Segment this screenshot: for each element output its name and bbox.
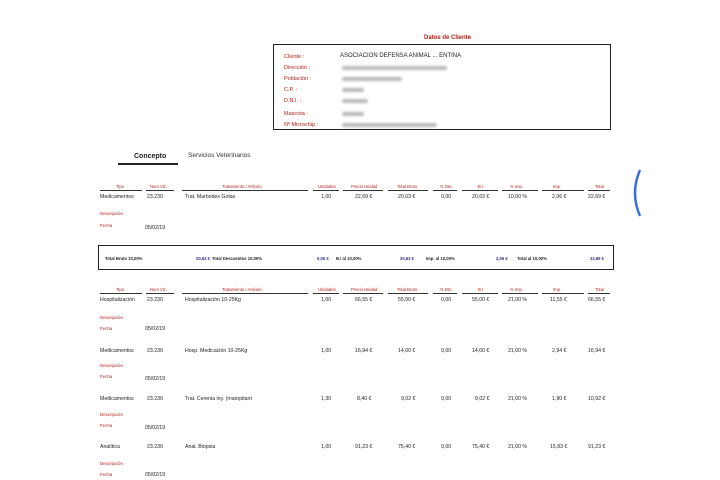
cell-total: 66,55 € [588, 297, 606, 303]
city-label: Población : [284, 76, 312, 82]
cell-bi: 9,02 € [475, 396, 490, 402]
tab-concepto[interactable]: Concepto [134, 153, 167, 160]
header-unidades: Unidades [318, 184, 336, 189]
description-label: Descripción [100, 412, 123, 417]
header-precio: Precio Unidad [351, 184, 378, 189]
redacted-postcode [342, 88, 364, 92]
cell-num: 23.230 [147, 444, 163, 450]
totals-summary-box [98, 245, 614, 270]
header-imp: Imp. [553, 287, 562, 292]
cell-num: 23.230 [147, 348, 163, 354]
cell-imp-pct: 10,00 % [508, 194, 528, 200]
cell-tipo: Hospitalización [100, 297, 135, 303]
cell-bi: 20,63 € [472, 194, 490, 200]
header-bruto: Total Bruto [397, 184, 418, 189]
scroll-edge-indicator [626, 168, 644, 218]
client-label: Cliente : [284, 54, 305, 60]
header-tratamiento: Tratamiento / Artículo [222, 287, 262, 292]
cell-total: 22,69 € [588, 194, 606, 200]
cell-unidades: 1,00 [321, 348, 332, 354]
cell-tipo: Analítica [100, 444, 120, 450]
header-imp-pct: % Imp. [510, 287, 524, 292]
cell-bi: 14,00 € [472, 348, 490, 354]
cell-imp: 11,55 € [550, 297, 567, 303]
cell-bruto: 55,00 € [398, 297, 416, 303]
date-label: Fecha [100, 472, 113, 477]
description-label: Descripción [100, 363, 123, 368]
cell-imp: 1,90 € [552, 396, 567, 402]
cell-bruto: 14,00 € [398, 348, 416, 354]
cell-tipo: Medicamentos [100, 348, 134, 354]
cell-dto: 0,00 [441, 194, 452, 200]
address-label: Dirección : [284, 65, 310, 71]
cell-tipo: Medicamentos [100, 194, 134, 200]
cell-unidades: 1,00 [321, 194, 332, 200]
description-label: Descripción [100, 461, 123, 466]
total-bruto-label: Total Bruto 10,00% [105, 256, 143, 261]
cell-precio: 91,23 € [355, 444, 373, 450]
cell-unidades: 1,30 [321, 396, 332, 402]
cell-num: 23.230 [147, 297, 163, 303]
cell-imp: 15,83 € [550, 444, 568, 450]
redacted-dni [342, 99, 368, 103]
total-value: 22,69 € [590, 256, 604, 261]
header-precio: Precio Unidad [351, 287, 378, 292]
cell-tipo: Medicamentos [100, 396, 134, 402]
cell-imp-pct: 21,00 % [508, 396, 528, 402]
bi-value: 20,63 € [400, 256, 414, 261]
cell-imp-pct: 21,00 % [508, 348, 528, 354]
date-label: Fecha [100, 326, 113, 331]
cell-bruto: 20,63 € [398, 194, 416, 200]
total-descuentos-label: Total Descuentos 10,00% [212, 256, 262, 261]
cell-unidades: 1,00 [321, 297, 332, 303]
tab-servicios-veterinarios[interactable]: Servicios Veterinarios [188, 152, 251, 159]
header-num: Num Viz. [150, 287, 167, 292]
cell-tratamiento: Hosp. Medicación 10-25Kg [185, 348, 248, 354]
bi-label: B.I al 10,00% [336, 256, 362, 261]
cell-imp: 2,06 € [552, 194, 567, 200]
cell-precio: 8,40 € [357, 396, 372, 402]
description-label: Descripción [100, 315, 123, 320]
header-num: Num Viz. [150, 184, 167, 189]
cell-precio: 16,94 € [355, 348, 373, 354]
redacted-pet [342, 112, 364, 116]
microchip-label: Nº Microchip : [284, 122, 319, 128]
cell-dto: 0,00 [441, 297, 452, 303]
cell-total: 91,23 € [588, 444, 606, 450]
total-bruto-value: 20,63 € [196, 256, 210, 261]
cell-imp-pct: 21,00 % [508, 444, 528, 450]
cell-imp-pct: 21,00 % [508, 297, 528, 303]
date-value: 05/02/19 [145, 425, 166, 431]
date-label: Fecha [100, 374, 113, 379]
redacted-city [342, 77, 402, 81]
date-value: 05/02/19 [145, 376, 166, 382]
cell-precio: 66,55 € [355, 297, 373, 303]
date-value: 05/02/19 [145, 326, 166, 332]
header-tipo: Tipo [116, 184, 124, 189]
cell-dto: 0,00 [441, 444, 452, 450]
cell-bi: 55,00 € [472, 297, 490, 303]
cell-tratamiento: Trat. Cerenia iny. (maropitant [185, 396, 252, 402]
cell-bruto: 9,02 € [401, 396, 416, 402]
cell-total: 16,94 € [588, 348, 606, 354]
header-unidades: Unidades [318, 287, 336, 292]
cell-dto: 0,00 [441, 348, 452, 354]
date-label: Fecha [100, 223, 113, 228]
cell-bi: 75,40 € [472, 444, 490, 450]
header-total: Total [595, 184, 604, 189]
header-bi: B.I [478, 287, 484, 292]
header-bruto: Total Bruto [397, 287, 418, 292]
pet-label: Mascota : [284, 111, 308, 117]
cell-num: 23.230 [147, 396, 163, 402]
date-label: Fecha [100, 423, 113, 428]
date-value: 05/02/19 [145, 472, 166, 478]
postcode-label: C.P. : [284, 87, 298, 93]
redacted-address [342, 66, 447, 70]
cell-tratamiento: Anal. Biopsia [185, 444, 216, 450]
header-imp-pct: % Imp. [510, 184, 524, 189]
client-name-value: ASOCIACION DEFENSA ANIMAL ... ENTINA [340, 53, 462, 59]
cell-precio: 22,69 € [355, 194, 373, 200]
cell-tratamiento: Trat. Marbodex Gotas [185, 194, 236, 200]
cell-tratamiento: Hospitalización 10-25Kg [185, 297, 241, 303]
client-section-title: Datos de Cliente [424, 35, 472, 41]
date-value: 05/02/19 [145, 225, 166, 231]
header-dto: % Dto. [440, 287, 453, 292]
cell-num: 23.230 [147, 194, 163, 200]
header-tipo: Tipo [116, 287, 124, 292]
cell-dto: 0,00 [441, 396, 452, 402]
client-info-box [273, 44, 611, 130]
header-total: Total [595, 287, 604, 292]
active-tab-indicator [118, 163, 178, 165]
cell-unidades: 1,00 [321, 444, 332, 450]
cell-bruto: 75,40 € [398, 444, 416, 450]
dni-label: D.N.I. : [284, 98, 302, 104]
imp-value: 2,06 € [496, 256, 508, 261]
header-bi: B.I [478, 184, 484, 189]
cell-imp: 2,94 € [552, 348, 567, 354]
total-label: Total al 10,00% [517, 256, 547, 261]
redacted-microchip [342, 123, 437, 127]
description-label: Descripción [100, 211, 123, 216]
header-tratamiento: Tratamiento / Artículo [222, 184, 262, 189]
total-descuentos-value: 0,00 € [317, 256, 329, 261]
header-imp: Imp. [553, 184, 562, 189]
imp-label: Imp. al 10,00% [426, 256, 455, 261]
header-dto: % Dto. [440, 184, 453, 189]
cell-total: 10,92 € [588, 396, 606, 402]
